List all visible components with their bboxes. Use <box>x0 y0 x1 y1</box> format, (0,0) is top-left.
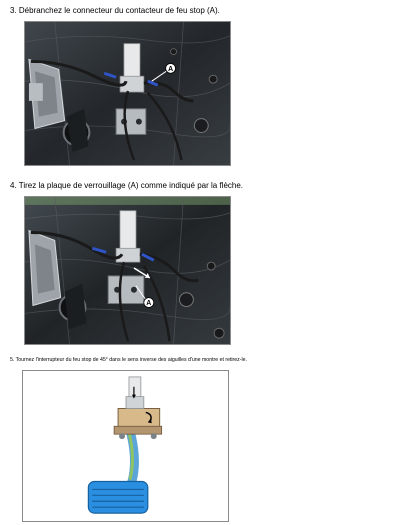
step-4-instruction: 4. Tirez la plaque de verrouillage (A) comme indiqué par la flèche. <box>10 181 244 190</box>
step-5-illustration <box>22 370 229 522</box>
step-3-photo-graphic <box>25 22 230 165</box>
step-3-instruction: 3. Débranchez le connecteur du contacteur de feu stop (A). <box>10 6 220 15</box>
step-5-illustration-graphic <box>23 371 228 521</box>
step-3-photo <box>24 21 231 166</box>
step-4-photo-graphic <box>25 197 230 344</box>
step-5-instruction: 5. Tournez l'interrupteur du feu stop de 45° dans le sens inverse des aiguilles d'une montre et retirez-le. <box>10 357 247 363</box>
step-4-photo <box>24 196 231 345</box>
callout-a-label: A <box>168 65 174 73</box>
callout-a-label: A <box>146 300 152 308</box>
